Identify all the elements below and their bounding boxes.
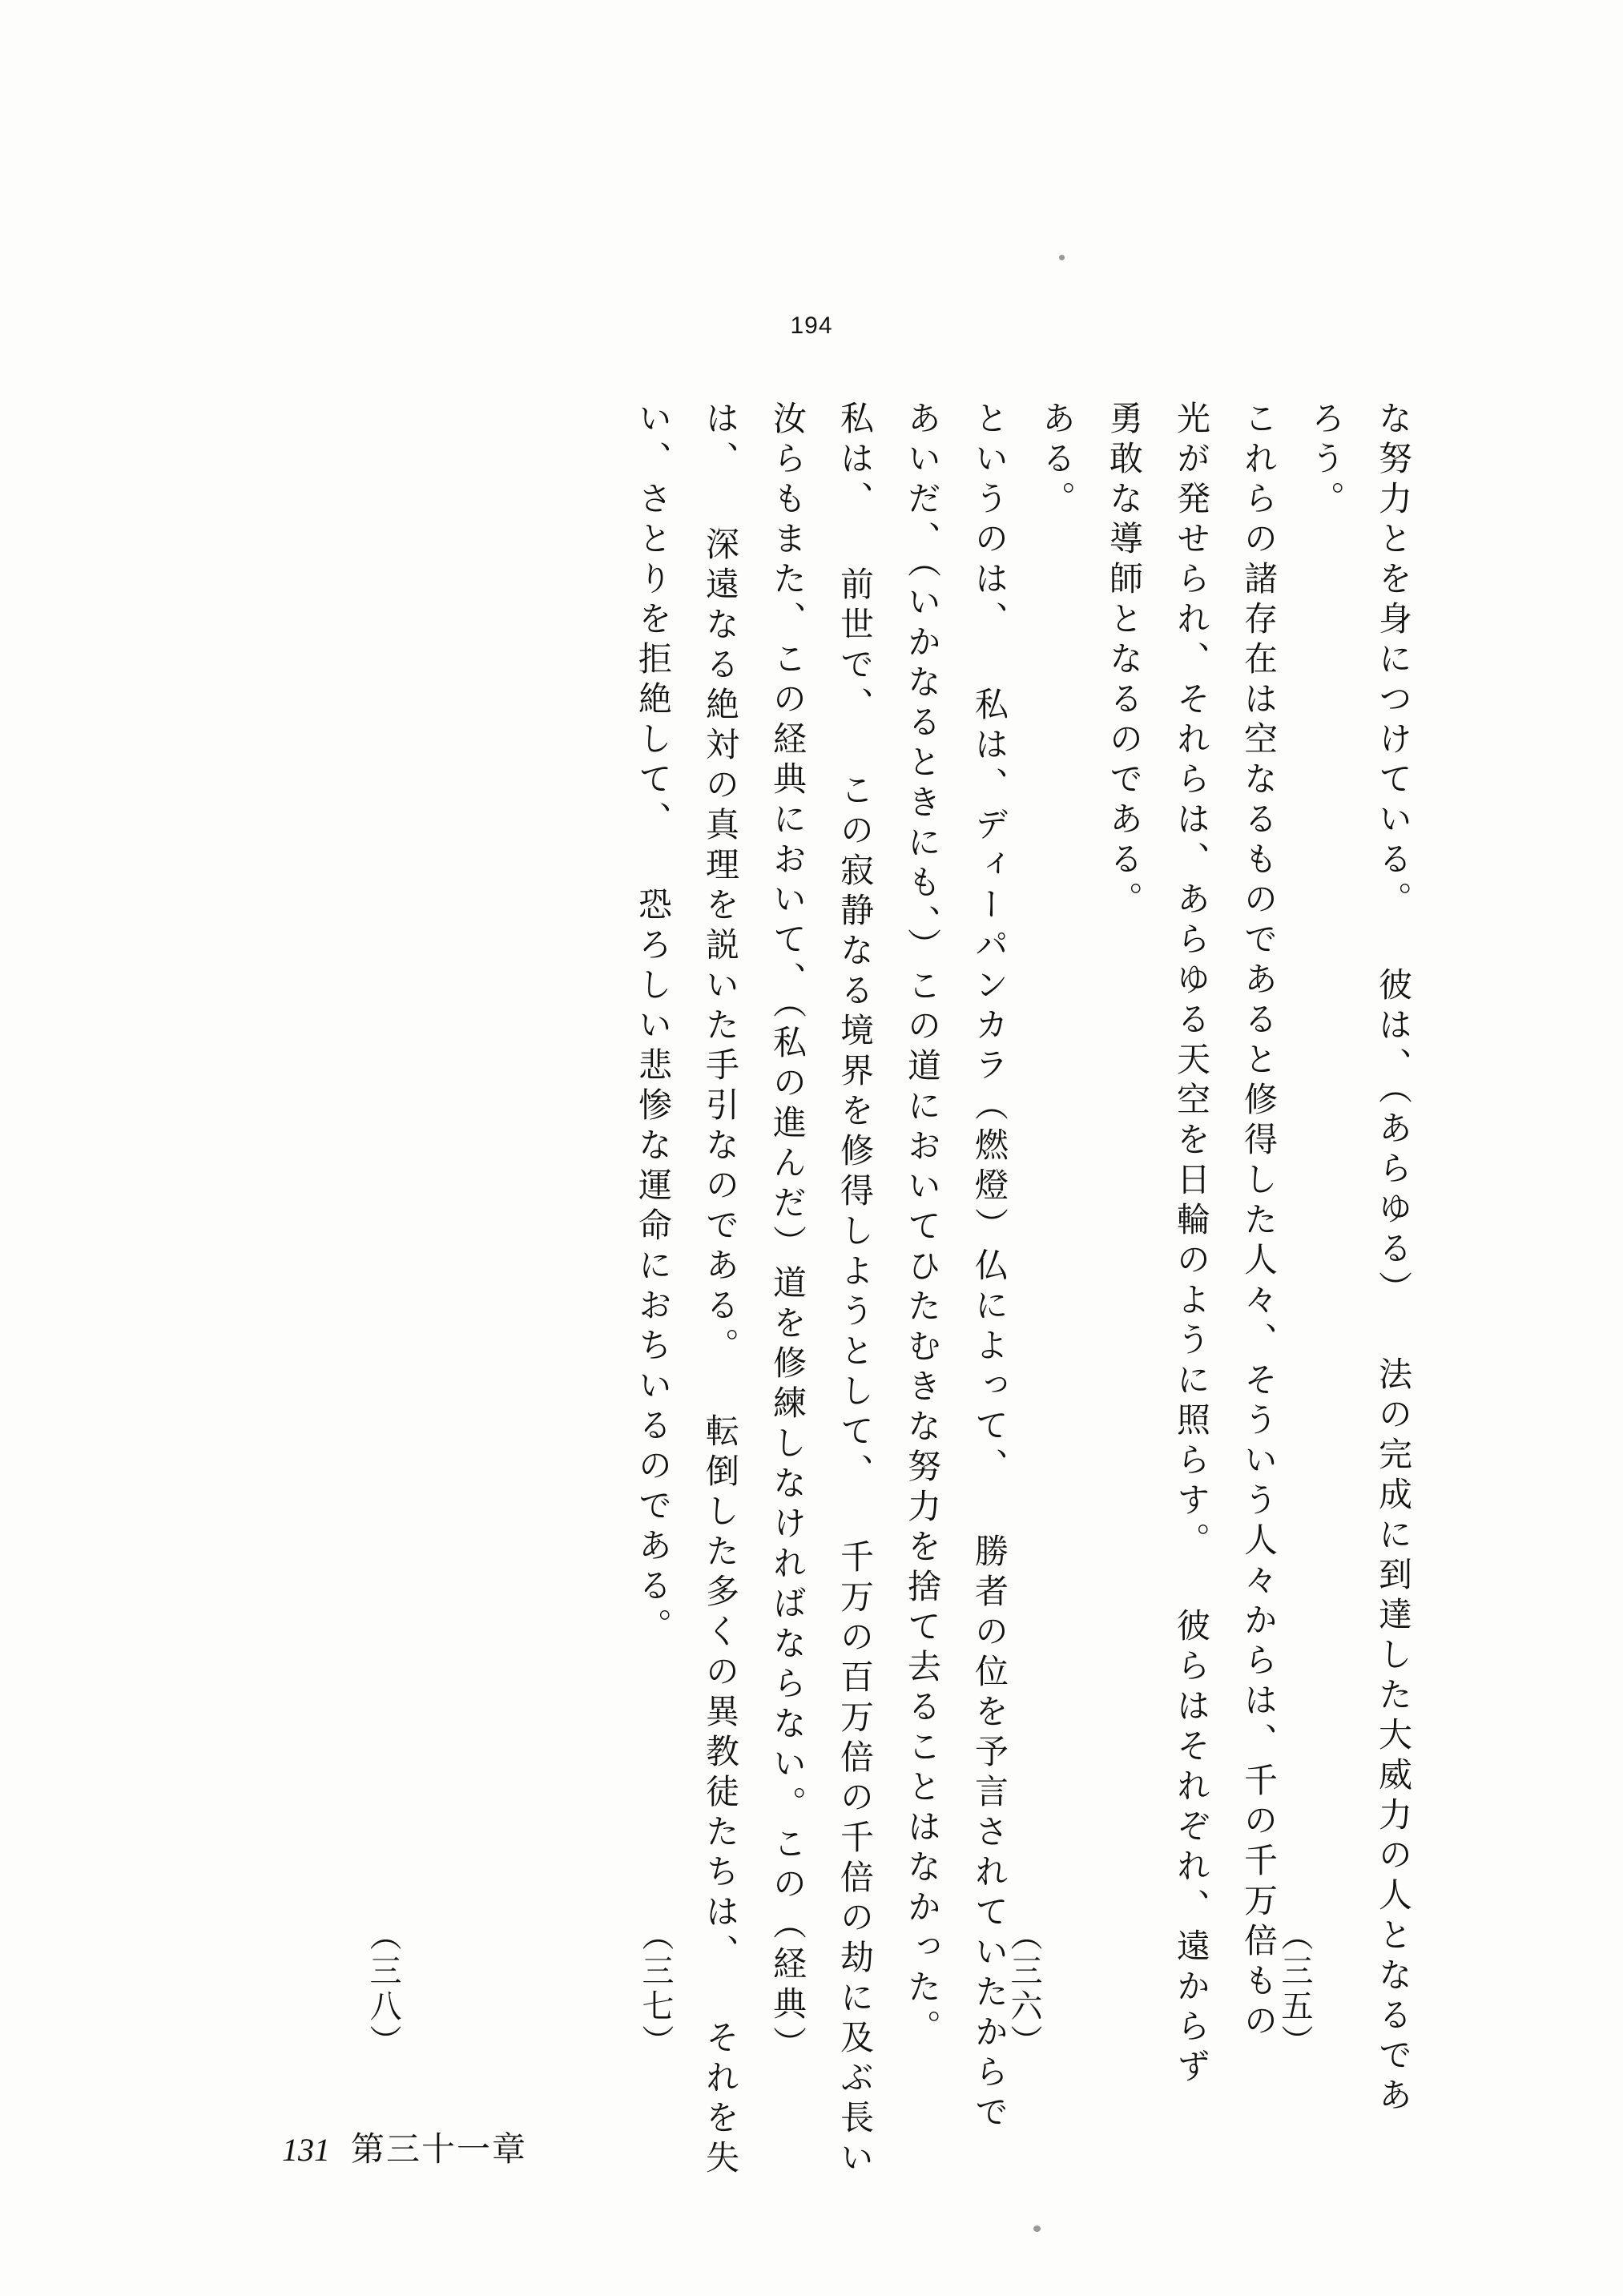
text-column: は、 深遠なる絶対の真理を説いた手引なのである。 転倒した多くの異教徒たちは、 それを失 [701, 401, 740, 2180]
page-footer [282, 2123, 527, 2171]
text-column: というのは、 私は、ディーパンカラ（燃燈）仏によって、 勝者の位を予言されていたからで [970, 401, 1009, 2134]
footer-folio: 131 [282, 2132, 330, 2168]
text-column: な努力とを身につけている。 彼は、（あらゆる） 法の完成に到達した大威力の人となるであ [1374, 401, 1413, 2117]
text-column: ろう。 [1307, 401, 1346, 521]
section-marker-27: （三七） [637, 1919, 674, 2060]
text-column: 私は、 前世で、 この寂静なる境界を修得しようとして、 千万の百万倍の千倍の劫に及ぶ長い [836, 401, 875, 2180]
text-column: 汝らもまた、この経典において、（私の進んだ）道を修練しなければならない。この（経典） [768, 401, 807, 2066]
scan-speck [1059, 255, 1065, 260]
scan-speck [1033, 2226, 1041, 2232]
section-marker-28: （三八） [364, 1919, 401, 2060]
section-marker-25: （三五） [1276, 1919, 1313, 2060]
text-column: い、さとりを拒絶して、 恐ろしい悲惨な運命におちいるのである。 [634, 401, 673, 1648]
text-column: 光が発せられ、それらは、あらゆる天空を日輪のように照らす。 彼らはそれぞれ、遠からず [1172, 401, 1211, 2089]
footer-chapter-title: 第三十一章 [351, 2129, 528, 2169]
page-number-top: 194 [790, 312, 833, 339]
text-column: あいだ、（いかなるときにも、）この道においてひたむきな努力を捨て去ることはなかった。 [903, 401, 942, 2049]
text-column: これらの諸存在は空なるものであると修得した人々、そういう人々からは、千の千万倍もの [1239, 401, 1279, 2043]
text-column: ある。 [1037, 401, 1077, 521]
section-marker-26: （三六） [1005, 1919, 1042, 2060]
text-column: 勇敢な導師となるのである。 [1105, 401, 1144, 921]
